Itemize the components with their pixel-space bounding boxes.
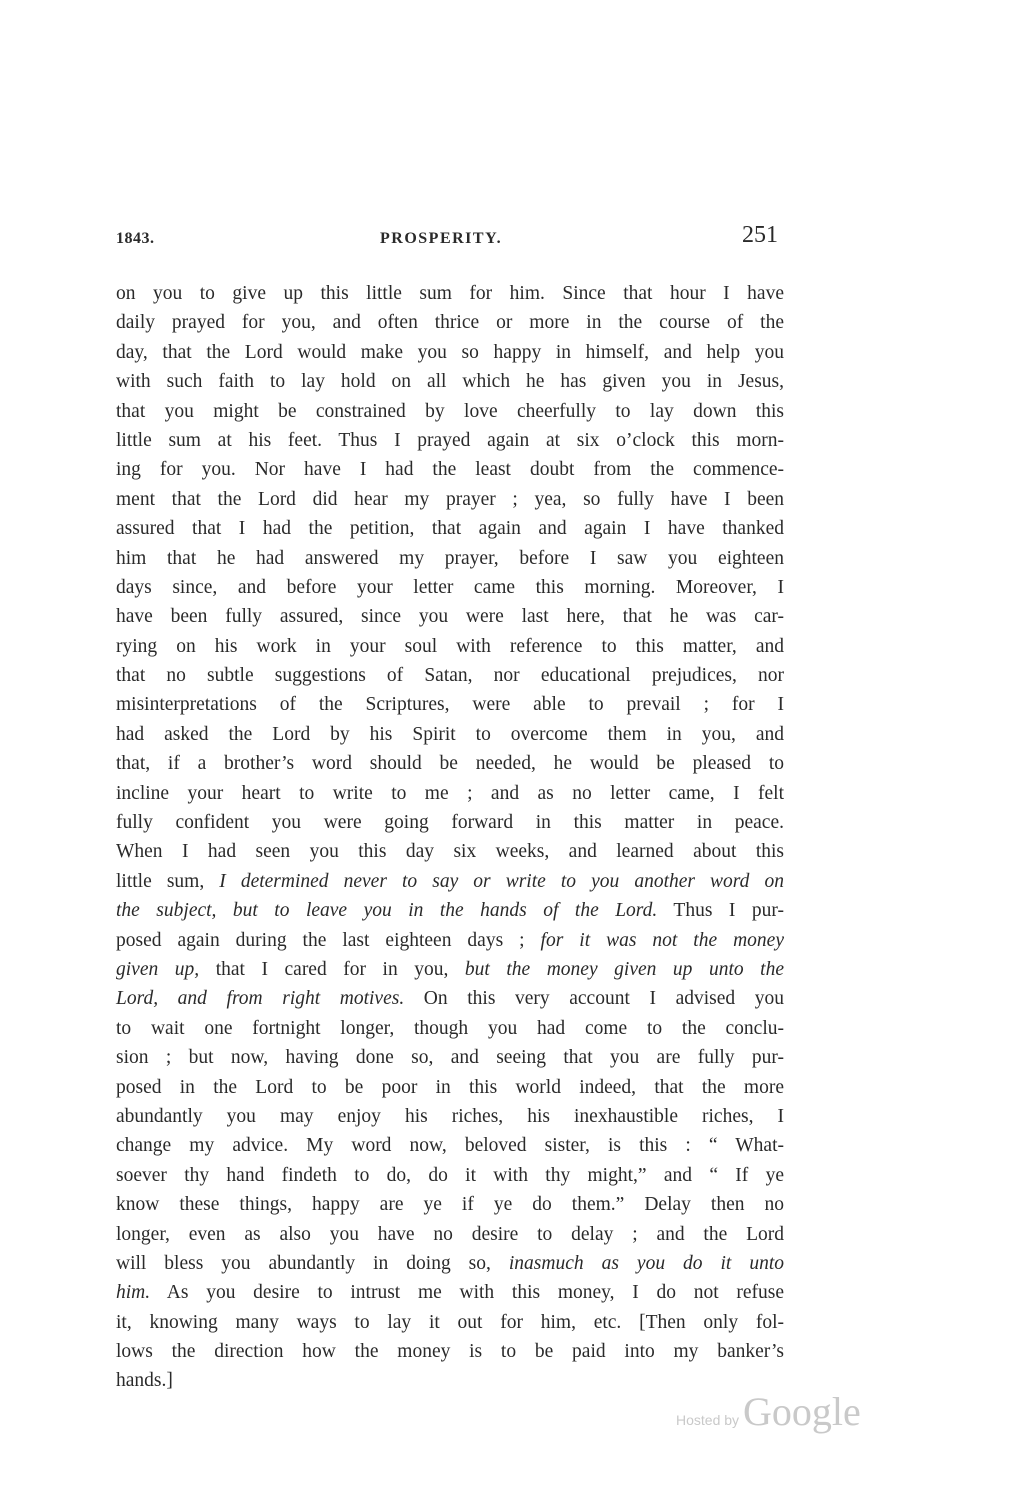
text-line (116, 1014, 784, 1043)
text-run: lows the direction how the money is to be paid into my banker’s (116, 1341, 784, 1363)
text-run: have been fully assured, since you were last here, that he was car- (116, 606, 784, 628)
text-line (116, 1043, 784, 1072)
text-run: days since, and before your letter came this morning. Moreover, I (116, 576, 784, 598)
text-line (116, 455, 784, 484)
text-line (116, 1161, 784, 1190)
text-line (116, 514, 784, 543)
italic-text-run: but the money given up unto the (464, 958, 784, 980)
text-line (116, 632, 784, 661)
text-line (116, 808, 784, 837)
text-line (116, 1337, 784, 1366)
text-run: that you might be constrained by love cheerfully to lay down this (116, 400, 784, 422)
text-run: incline your heart to write to me ; and as no letter came, I felt (116, 782, 784, 804)
text-line (116, 955, 784, 984)
text-run: day, that the Lord would make you so happy in himself, and help you (116, 341, 784, 363)
text-run: that no subtle suggestions of Satan, nor educational prejudices, nor (116, 665, 784, 687)
text-run: soever thy hand findeth to do, do it with thy might,” and “ If ye (116, 1164, 784, 1186)
italic-text-run: inasmuch as you do it unto (508, 1252, 784, 1274)
text-run: him that he had answered my prayer, before I saw you eighteen (116, 547, 784, 569)
watermark-small-text: Hosted by (676, 1412, 740, 1428)
google-logo: Google (743, 1389, 861, 1434)
text-run: it, knowing many ways to lay it out for him, etc. [Then only fol- (116, 1311, 784, 1333)
text-line (116, 397, 784, 426)
text-run: As you desire to intrust me with this money, I do not refuse (150, 1282, 784, 1304)
text-line (116, 544, 784, 573)
text-run: misinterpretations of the Scriptures, were able to prevail ; for I (116, 694, 784, 716)
text-line (116, 984, 784, 1013)
text-run: posed again during the last eighteen days ; (116, 929, 541, 951)
text-run: that I cared for in you, (199, 958, 465, 980)
page-number: 251 (742, 222, 778, 248)
running-head-title: PROSPERITY. (380, 230, 503, 247)
text-line (116, 308, 784, 337)
text-run: rying on his work in your soul with reference to this matter, and (116, 635, 784, 657)
text-line (116, 926, 784, 955)
text-line (116, 1190, 784, 1219)
text-run: Thus I pur- (657, 900, 784, 922)
text-line (116, 279, 784, 308)
text-line (116, 720, 784, 749)
text-run: When I had seen you this day six weeks, and learned about this (116, 841, 784, 863)
hosted-by-google-watermark (676, 1388, 861, 1434)
text-run: to wait one fortnight longer, though you had come to the conclu- (116, 1017, 784, 1039)
text-run: posed in the Lord to be poor in this world indeed, that the more (116, 1076, 784, 1098)
text-line (116, 1073, 784, 1102)
text-line (116, 1278, 784, 1307)
text-line (116, 573, 784, 602)
text-line (116, 779, 784, 808)
text-run: little sum at his feet. Thus I prayed again at six o’clock this morn- (116, 429, 784, 451)
text-line (116, 338, 784, 367)
text-line (116, 426, 784, 455)
text-line (116, 1249, 784, 1278)
text-run: change my advice. My word now, beloved sister, is this : “ What- (116, 1135, 784, 1157)
text-line (116, 690, 784, 719)
text-run: with such faith to lay hold on all which he has given you in Jesus, (116, 371, 784, 393)
text-run: On this very account I advised you (404, 988, 784, 1010)
text-run: longer, even as also you have no desire to delay ; and the Lord (116, 1223, 784, 1245)
text-line (116, 1102, 784, 1131)
text-run: little sum, (116, 870, 220, 892)
italic-text-run: him. (116, 1282, 151, 1304)
running-head (116, 222, 784, 254)
text-run: will bless you abundantly in doing so, (116, 1252, 509, 1274)
text-run: had asked the Lord by his Spirit to overcome them in you, and (116, 723, 784, 745)
italic-text-run: Lord, and from right motives. (116, 988, 405, 1010)
running-head-year: 1843. (116, 230, 155, 247)
body-text (116, 279, 784, 1396)
text-line (116, 1220, 784, 1249)
italic-text-run: the subject, but to leave you in the hands of the Lord. (116, 900, 658, 922)
text-line (116, 749, 784, 778)
text-line (116, 837, 784, 866)
text-line (116, 367, 784, 396)
text-line (116, 867, 784, 896)
text-line (116, 1131, 784, 1160)
text-run: that, if a brother’s word should be needed, he would be pleased to (116, 753, 784, 775)
text-run: ment that the Lord did hear my prayer ; yea, so fully have I been (116, 488, 784, 510)
text-line (116, 896, 784, 925)
italic-text-run: given up, (116, 958, 200, 980)
italic-text-run: I determined never to say or write to you another word on (219, 870, 784, 892)
text-run: on you to give up this little sum for him. Since that hour I have (116, 283, 784, 304)
text-line (116, 485, 784, 514)
text-line (116, 661, 784, 690)
text-run: assured that I had the petition, that again and again I have thanked (116, 518, 784, 540)
text-line (116, 1308, 784, 1337)
text-run: know these things, happy are ye if ye do them.” Delay then no (116, 1194, 784, 1216)
text-line (116, 602, 784, 631)
italic-text-run: for it was not the money (540, 929, 784, 951)
text-run: sion ; but now, having done so, and seeing that you are fully pur- (116, 1047, 784, 1069)
text-run: fully confident you were going forward in this matter in peace. (116, 812, 784, 834)
text-run: ing for you. Nor have I had the least doubt from the commence- (116, 459, 784, 481)
text-run: daily prayed for you, and often thrice or more in the course of the (116, 312, 784, 334)
text-run: hands.] (116, 1370, 173, 1392)
text-run: abundantly you may enjoy his riches, his inexhaustible riches, I (116, 1105, 784, 1127)
